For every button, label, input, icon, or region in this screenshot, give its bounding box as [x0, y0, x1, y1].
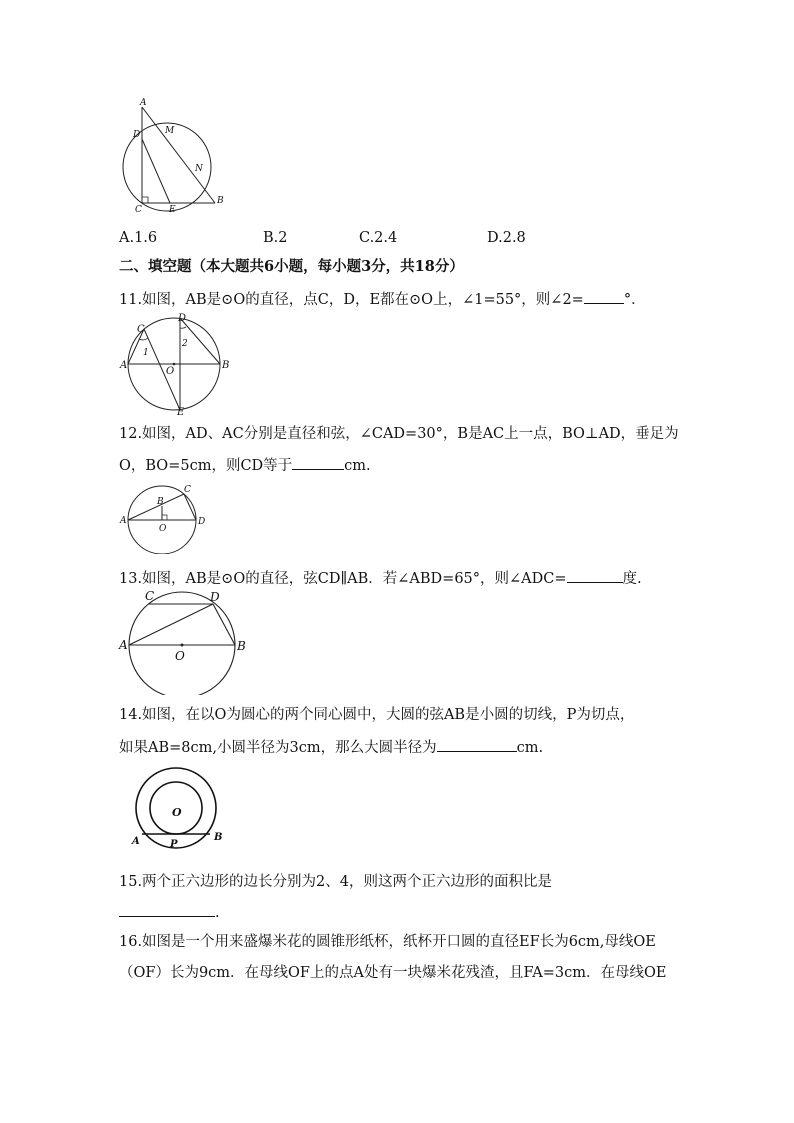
- label-a: A: [120, 516, 127, 526]
- answer-blank-13[interactable]: [567, 568, 623, 583]
- label-b: B: [237, 639, 246, 653]
- section-heading: 二、填空题（本大题共6小题，每小题3分，共18分）: [119, 258, 464, 275]
- label-angle-2: 2: [182, 339, 188, 349]
- question-16-line-1: 16.如图是一个用来盛爆米花的圆锥形纸杯，纸杯开口圆的直径EF长为6cm,母线OE: [119, 934, 656, 950]
- label-e: E: [169, 205, 176, 215]
- label-o: O: [159, 524, 167, 534]
- label-o: O: [166, 366, 175, 377]
- answer-blank-15[interactable]: [119, 902, 215, 917]
- label-d: D: [198, 517, 206, 527]
- label-c: C: [137, 324, 145, 335]
- label-a: A: [119, 638, 128, 652]
- figure-q14: [122, 766, 222, 852]
- option-c[interactable]: C.2.4: [359, 230, 398, 246]
- question-13: [119, 568, 642, 589]
- label-c: C: [135, 205, 142, 215]
- answer-blank-14[interactable]: [437, 737, 517, 752]
- question-12-tail: cm.: [344, 458, 371, 474]
- question-11-text: 11.如图，AB是⊙O的直径，点C，D，E都在⊙O上，∠1=55°，则∠2=: [119, 292, 584, 308]
- label-c: C: [145, 590, 155, 603]
- label-n: N: [195, 164, 203, 174]
- answer-blank-12[interactable]: [292, 455, 344, 470]
- question-11: [119, 289, 646, 310]
- label-p: P: [170, 839, 178, 850]
- label-angle-1: 1: [143, 348, 149, 358]
- question-12-line-2: [119, 455, 371, 476]
- option-b[interactable]: B.2: [263, 230, 288, 246]
- label-b: B: [214, 832, 222, 843]
- label-b: B: [222, 360, 230, 371]
- question-14-line-2: [119, 737, 543, 758]
- label-c: C: [184, 485, 191, 495]
- figure-q13: [117, 590, 249, 695]
- label-a: A: [140, 98, 147, 108]
- label-e: E: [177, 407, 185, 417]
- label-d: D: [133, 130, 141, 140]
- figure-q10: [115, 95, 230, 215]
- label-d: D: [210, 590, 220, 604]
- question-15-line-2: [119, 902, 220, 923]
- question-12-text: O，BO=5cm，则CD等于: [119, 458, 293, 474]
- question-16-line-2: （OF）长为9cm．在母线OF上的点A处有一块爆米花残渣，且FA=3cm．在母线OE: [119, 965, 667, 981]
- figure-q12: [118, 482, 214, 554]
- label-o: O: [172, 806, 182, 819]
- question-12-line-1: 12.如图，AD、AC分别是直径和弦，∠CAD=30°，B是AC上一点，BO⊥AD，垂足为: [119, 426, 679, 442]
- question-13-tail: 度.: [622, 571, 642, 587]
- figure-q11: [118, 312, 230, 417]
- label-a: A: [120, 360, 128, 371]
- question-14-text: 如果AB=8cm,小圆半径为3cm，那么大圆半径为: [119, 740, 437, 756]
- label-o: O: [175, 649, 185, 663]
- question-11-tail: °．: [623, 292, 646, 308]
- question-15-tail: .: [215, 905, 220, 921]
- option-a[interactable]: A.1.6: [119, 230, 158, 246]
- label-a: A: [132, 836, 140, 847]
- question-15-line-1: 15.两个正六边形的边长分别为2、4，则这两个正六边形的面积比是: [119, 874, 553, 890]
- label-m: M: [165, 126, 175, 136]
- question-13-text: 13.如图，AB是⊙O的直径，弦CD∥AB．若∠ABD=65°，则∠ADC=: [119, 571, 567, 587]
- label-d: D: [178, 313, 187, 324]
- answer-blank-11[interactable]: [584, 289, 624, 304]
- label-b: B: [217, 196, 224, 206]
- option-d[interactable]: D.2.8: [487, 230, 526, 246]
- question-14-line-1: 14.如图，在以O为圆心的两个同心圆中，大圆的弦AB是小圆的切线，P为切点，: [119, 707, 635, 723]
- label-b: B: [157, 497, 164, 507]
- question-14-tail: cm.: [516, 740, 544, 756]
